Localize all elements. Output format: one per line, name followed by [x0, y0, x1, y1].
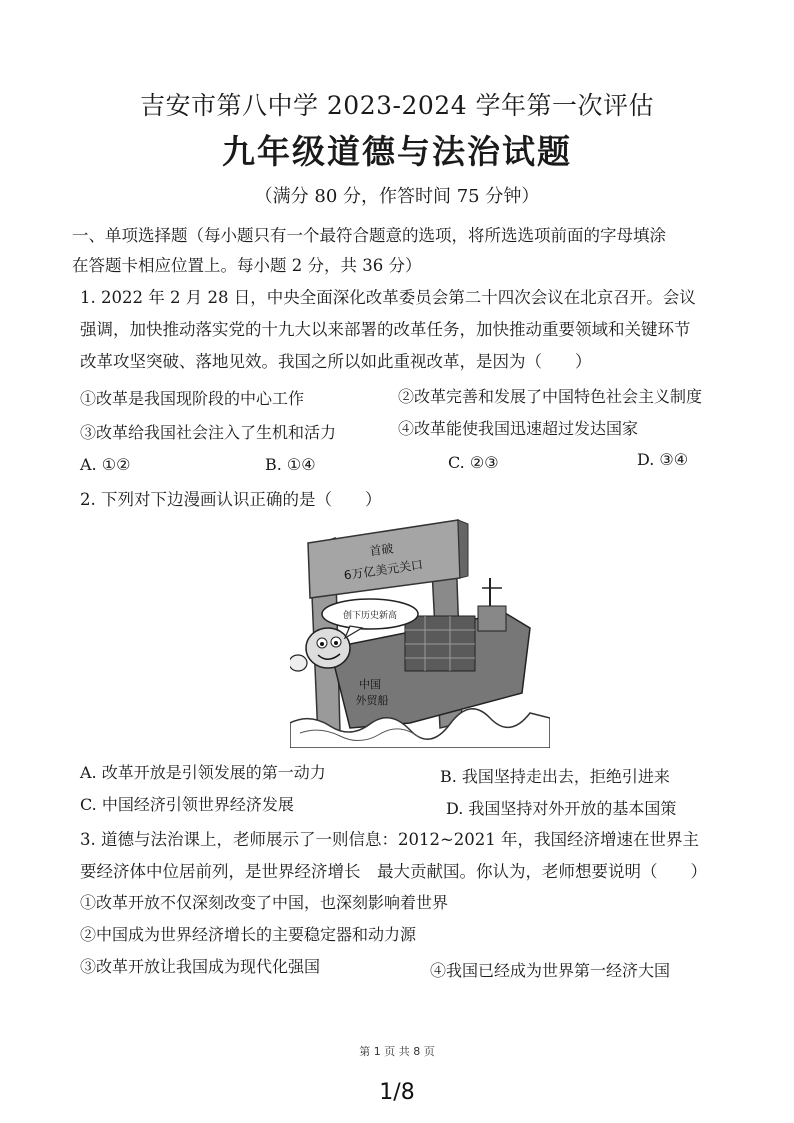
section-intro-line-1: 一、单项选择题（每小题只有一个最符合题意的选项，将所选选项前面的字母填涂: [72, 226, 666, 245]
q2-stem: 2. 下列对下边漫画认识正确的是（ ）: [80, 490, 382, 509]
gate-text-1: 首破: [368, 541, 395, 559]
q1-line-2: 强调，加快推动落实党的十九大以来部署的改革任务，加快推动重要领域和关键环节: [80, 320, 691, 339]
q3-statement-4: ④我国已经成为世界第一经济大国: [430, 961, 671, 980]
q1-option-d[interactable]: D. ③④: [637, 450, 689, 469]
trade-ship-cartoon: [290, 518, 550, 748]
q3-line-1: 3. 道德与法治课上，老师展示了一则信息：2012~2021 年，我国经济增速在世界主: [80, 830, 700, 849]
q1-line-1: 1. 2022 年 2 月 28 日，中央全面深化改革委员会第二十四次会议在北京召开。会议: [80, 288, 696, 307]
q3-line-2: 要经济体中位居前列，是世界经济增长 最大贡献国。你认为，老师想要说明（ ）: [80, 862, 707, 881]
q3-statement-1: ①改革开放不仅深刻改变了中国，也深刻影响着世界: [80, 893, 449, 912]
ship-text-1: 中国: [359, 678, 381, 691]
q2-option-d[interactable]: D. 我国坚持对外开放的基本国策: [446, 799, 677, 818]
page-footer: 第 1 页 共 8 页: [359, 1045, 435, 1058]
page-indicator: 1/8: [379, 1080, 415, 1105]
q1-statement-4: ④改革能使我国迅速超过发达国家: [398, 419, 639, 438]
q1-statement-3: ③改革给我国社会注入了生机和活力: [80, 423, 337, 442]
q1-option-b[interactable]: B. ①④: [265, 455, 316, 474]
ship-text-2: 外贸船: [355, 694, 389, 707]
q1-option-c[interactable]: C. ②③: [448, 453, 499, 472]
gate-text-2: 6万亿美元关口: [343, 557, 424, 583]
q2-option-c[interactable]: C. 中国经济引领世界经济发展: [80, 795, 294, 814]
q1-line-3: 改革攻坚突破、落地见效。我国之所以如此重视改革，是因为（ ）: [80, 352, 592, 371]
q2-option-a[interactable]: A. 改革开放是引领发展的第一动力: [80, 763, 326, 782]
q1-statement-1: ①改革是我国现阶段的中心工作: [80, 389, 305, 408]
school-title: 吉安市第八中学 2023-2024 学年第一次评估: [139, 91, 655, 120]
bubble-text: 创下历史新高: [342, 611, 398, 621]
section-intro-line-2: 在答题卡相应位置上。每小题 2 分，共 36 分）: [72, 256, 422, 275]
q2-option-b[interactable]: B. 我国坚持走出去，拒绝引进来: [440, 767, 670, 786]
q1-statement-2: ②改革完善和发展了中国特色社会主义制度: [398, 387, 703, 406]
exam-info: （满分 80 分，作答时间 75 分钟）: [254, 186, 540, 207]
subject-title: 九年级道德与法治试题: [222, 132, 572, 171]
q1-option-a[interactable]: A. ①②: [80, 455, 131, 474]
q3-statement-2: ②中国成为世界经济增长的主要稳定器和动力源: [80, 925, 417, 944]
q3-statement-3: ③改革开放让我国成为现代化强国: [80, 957, 321, 976]
